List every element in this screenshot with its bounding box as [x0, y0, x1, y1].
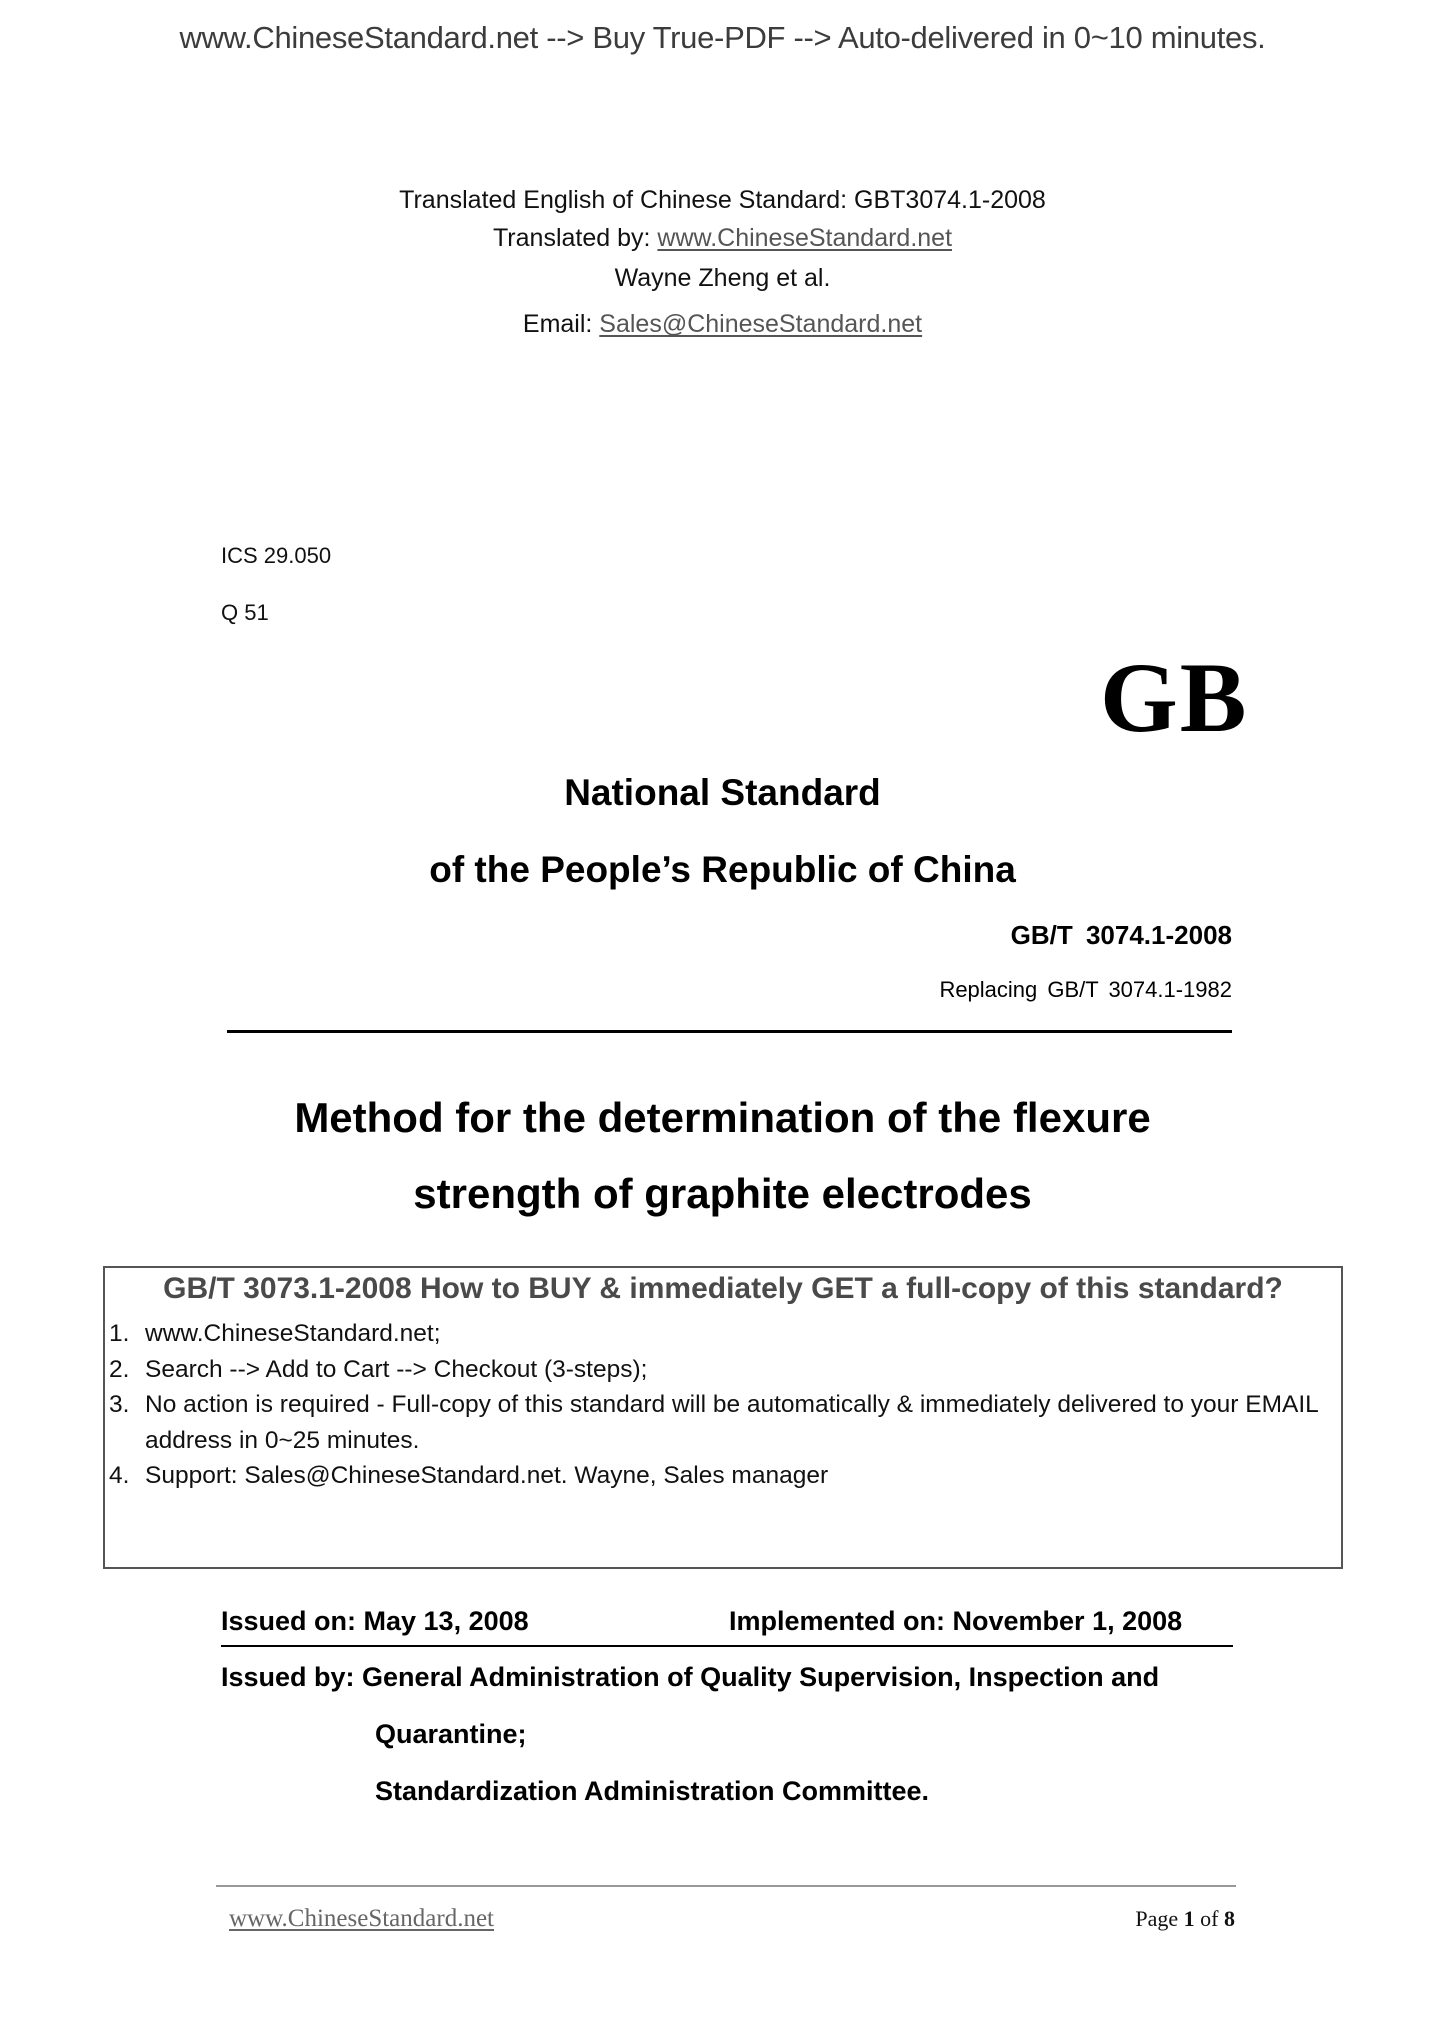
- purchase-info-box: [103, 1266, 1343, 1569]
- current-page: 1: [1183, 1906, 1195, 1931]
- page-indicator: [1135, 1906, 1235, 1932]
- national-standard-line1: National Standard: [564, 772, 881, 813]
- translator-name: Wayne Zheng et al.: [614, 264, 831, 292]
- top-banner: www.ChineseStandard.net --> Buy True-PDF --> Auto-delivered in 0~10 minutes.: [179, 20, 1266, 55]
- document-title-line2: strength of graphite electrodes: [413, 1170, 1032, 1217]
- replacing-standard: Replacing GB/T 3074.1-1982: [939, 977, 1232, 1002]
- implemented-on-date: Implemented on: November 1, 2008: [729, 1606, 1183, 1636]
- footer-website-link[interactable]: www.ChineseStandard.net: [229, 1905, 494, 1932]
- document-title-line1: Method for the determination of the flexure: [294, 1094, 1151, 1141]
- issued-on-date: Issued on: May 13, 2008: [221, 1606, 529, 1636]
- purchase-steps-list: [109, 1316, 1325, 1494]
- step-number: 1.: [109, 1320, 130, 1347]
- standard-number: GB/T 3074.1-2008: [1010, 920, 1232, 950]
- translated-by: [0, 224, 1445, 253]
- step-text: Search --> Add to Cart --> Checkout (3-steps);: [145, 1355, 648, 1383]
- email-line: [0, 310, 1445, 339]
- purchase-step: [109, 1316, 1325, 1352]
- step-number: 3.: [109, 1391, 130, 1418]
- translated-by-link[interactable]: www.ChineseStandard.net: [657, 224, 953, 252]
- national-standard-line2: of the People’s Republic of China: [429, 849, 1016, 890]
- issued-by-line1: Issued by: General Administration of Quality Supervision, Inspection and: [221, 1662, 1160, 1692]
- purchase-step: [109, 1352, 1325, 1388]
- step-text: Support: Sales@ChineseStandard.net. Wayne, Sales manager: [145, 1462, 829, 1489]
- step-number: 2.: [109, 1355, 130, 1383]
- issued-by-line2: Quarantine;: [375, 1719, 527, 1749]
- translated-by-label: Translated by:: [492, 224, 658, 252]
- page-of-label: of: [1194, 1906, 1224, 1931]
- ccs-code: Q 51: [221, 600, 269, 625]
- ics-code: ICS 29.050: [221, 543, 332, 568]
- purchase-heading: GB/T 3073.1-2008 How to BUY & immediately GET a full-copy of this standard?: [163, 1272, 1283, 1305]
- page-label: Page: [1135, 1906, 1184, 1931]
- email-label: Email:: [522, 310, 600, 338]
- gb-logo: GB: [1100, 642, 1249, 753]
- total-pages: 8: [1224, 1906, 1235, 1931]
- purchase-step: [109, 1387, 1325, 1458]
- step-text: No action is required - Full-copy of this standard will be automatically & immediately delivered to your EMAIL address in 0~25 minutes.: [145, 1391, 1318, 1454]
- email-link[interactable]: Sales@ChineseStandard.net: [599, 310, 923, 338]
- issued-by-line3: Standardization Administration Committee.: [375, 1776, 930, 1806]
- dates-divider: [221, 1645, 1233, 1647]
- footer-divider: [216, 1885, 1236, 1887]
- step-text: www.ChineseStandard.net;: [145, 1320, 441, 1347]
- translation-title: Translated English of Chinese Standard: GBT3074.1-2008: [399, 186, 1046, 214]
- header-divider: [227, 1030, 1232, 1033]
- step-number: 4.: [109, 1462, 130, 1489]
- purchase-step: [109, 1458, 1325, 1494]
